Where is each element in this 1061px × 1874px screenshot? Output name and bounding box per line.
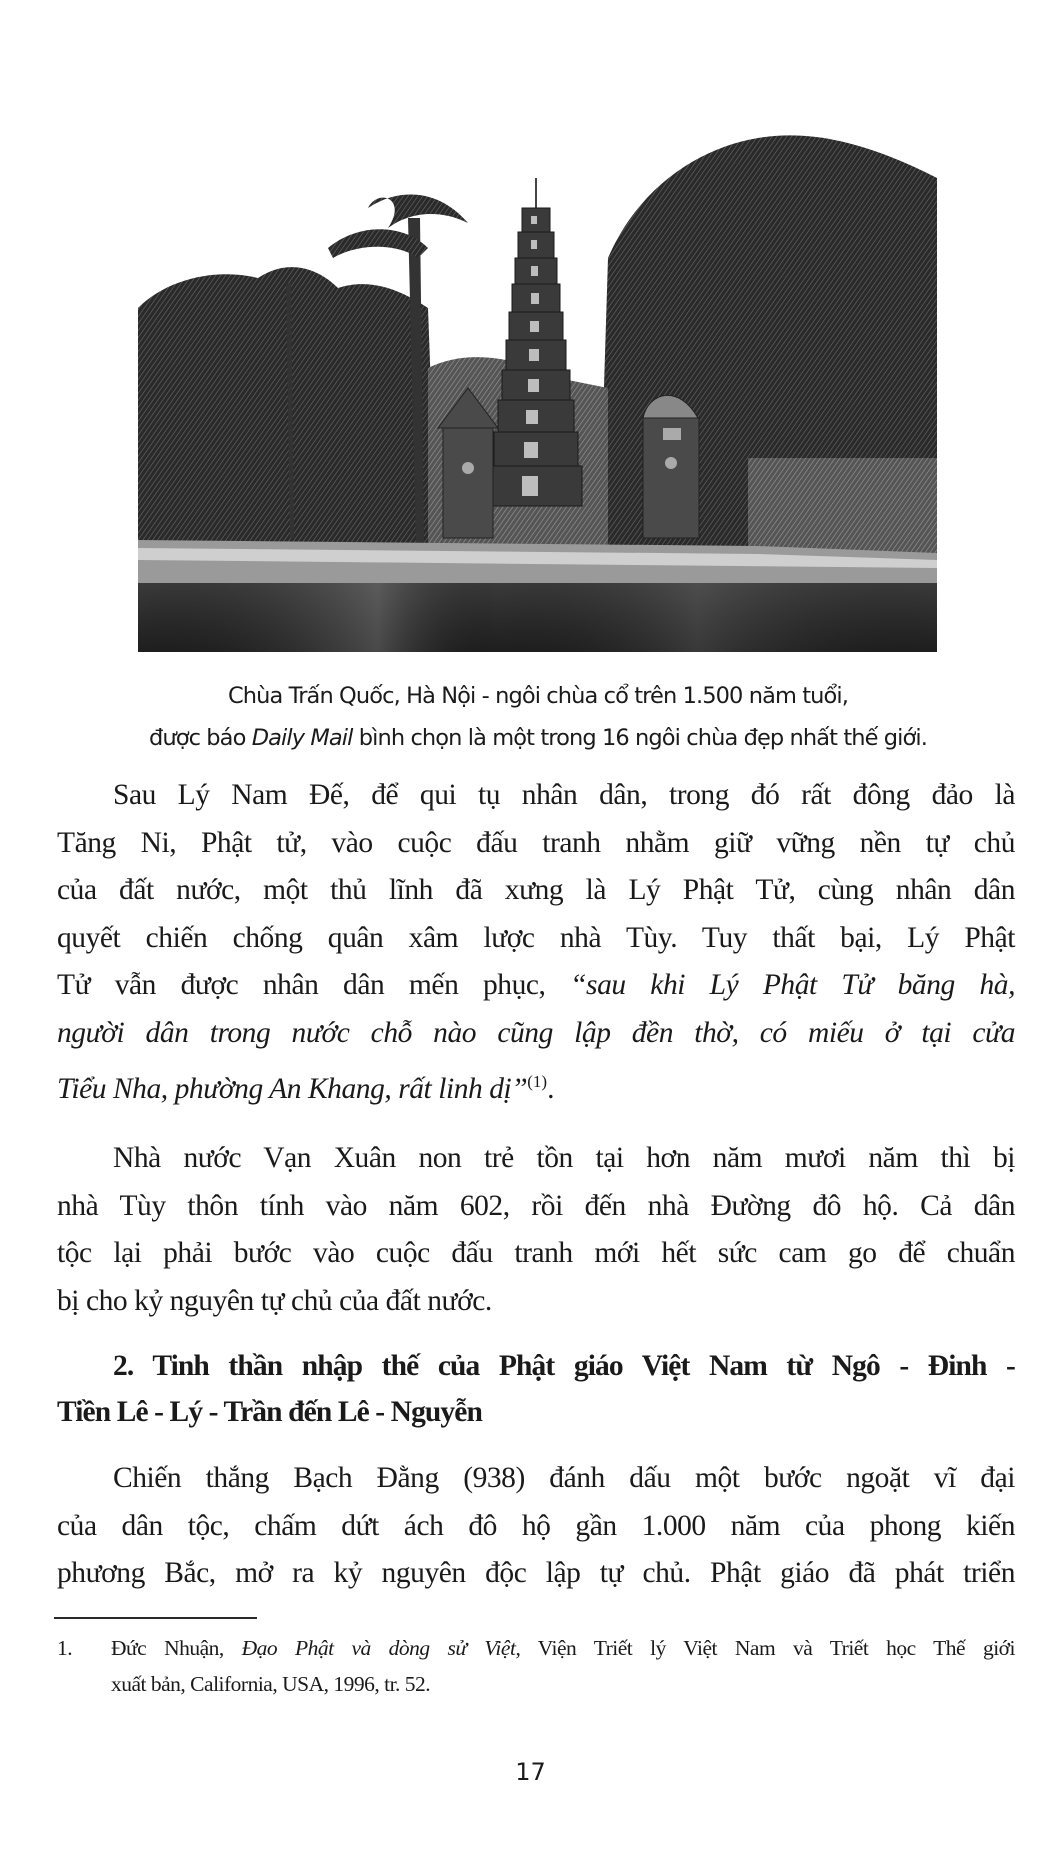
footnote-number: 1. [57, 1636, 73, 1660]
paragraph-text: Tử vẫn được nhân dân mến phục, [57, 969, 571, 1002]
paragraph-line: nhà Tùy thôn tính vào năm 602, rồi đến nhà Đường đô hộ. Cả dân [57, 1189, 1015, 1222]
page-number: 17 [515, 1758, 546, 1786]
caption-text: được báo [148, 725, 252, 751]
paragraph-line [57, 1058, 1015, 1106]
quoted-text: “sau khi Lý Phật Tử băng hà, [570, 969, 1015, 1002]
paragraph-line [57, 1010, 1015, 1058]
caption-text: bình chọn là một trong 16 ngôi chùa đẹp nhất thế giới. [352, 725, 928, 751]
paragraph-2 [57, 1135, 1015, 1325]
paragraph-line: của dân tộc, chấm dứt ách đô hộ gần 1.000 năm của phong kiến [57, 1509, 1015, 1542]
paragraph-text: . [547, 1072, 555, 1105]
footnote-author: Đức Nhuận, [111, 1636, 242, 1660]
footnote-line-1 [111, 1630, 1015, 1666]
quoted-text: Tiểu Nha, phường An Khang, rất linh dị” [57, 1072, 528, 1105]
paragraph-3 [57, 1455, 1015, 1598]
footnote-reference[interactable]: (1) [527, 1071, 548, 1091]
footnote-book-title: Đạo Phật và dòng sử Việt [241, 1636, 516, 1660]
caption-newspaper-name: Daily Mail [251, 725, 353, 751]
paragraph-line: Nhà nước Vạn Xuân non trẻ tồn tại hơn năm mươi năm thì bị [113, 1142, 1015, 1174]
paragraph-line: Chiến thắng Bạch Đằng (938) đánh dấu một bước ngoặt vĩ đại [113, 1462, 1015, 1494]
paragraph-line [57, 962, 1015, 1010]
footnote-text [111, 1630, 1015, 1702]
section-heading-line-1: 2. Tinh thần nhập thế của Phật giáo Việt Nam từ Ngô - Đinh - [113, 1350, 1015, 1382]
paragraph-line: bị cho kỷ nguyên tự chủ của đất nước. [57, 1284, 492, 1317]
pagoda-photo-image [138, 128, 937, 652]
paragraph-line: quyết chiến chống quân xâm lược nhà Tùy. Tuy thất bại, Lý Phật [57, 921, 1015, 954]
paragraph-1 [57, 772, 1015, 1105]
footnote-line-2: xuất bản, California, USA, 1996, tr. 52. [111, 1672, 431, 1696]
photo-caption-line-2 [60, 717, 1016, 759]
paragraph-line: Sau Lý Nam Đế, để qui tụ nhân dân, trong đó rất đông đảo là [113, 779, 1015, 811]
paragraph-line: Tăng Ni, Phật tử, vào cuộc đấu tranh nhằm giữ vững nền tự chủ [57, 826, 1015, 859]
footnote-publisher: , Viện Triết lý Việt Nam và Triết học Thế giới [515, 1636, 1016, 1660]
pagoda-photo [138, 128, 937, 652]
section-heading [57, 1344, 1015, 1435]
footnote-divider [54, 1617, 257, 1619]
paragraph-line: của đất nước, một thủ lĩnh đã xưng là Lý Phật Tử, cùng nhân dân [57, 874, 1015, 907]
photo-caption-line-1: Chùa Trấn Quốc, Hà Nội - ngôi chùa cổ trên 1.500 năm tuổi, [228, 683, 848, 709]
section-heading-line-2: Tiền Lê - Lý - Trần đến Lê - Nguyễn [57, 1395, 482, 1428]
paragraph-line: tộc lại phải bước vào cuộc đấu tranh mới hết sức cam go để chuẩn [57, 1237, 1015, 1270]
paragraph-line: phương Bắc, mở ra kỷ nguyên độc lập tự chủ. Phật giáo đã phát triển [57, 1557, 1015, 1590]
quoted-text: người dân trong nước chỗ nào cũng lập đền thờ, có miếu ở tại cửa [57, 1016, 1015, 1049]
